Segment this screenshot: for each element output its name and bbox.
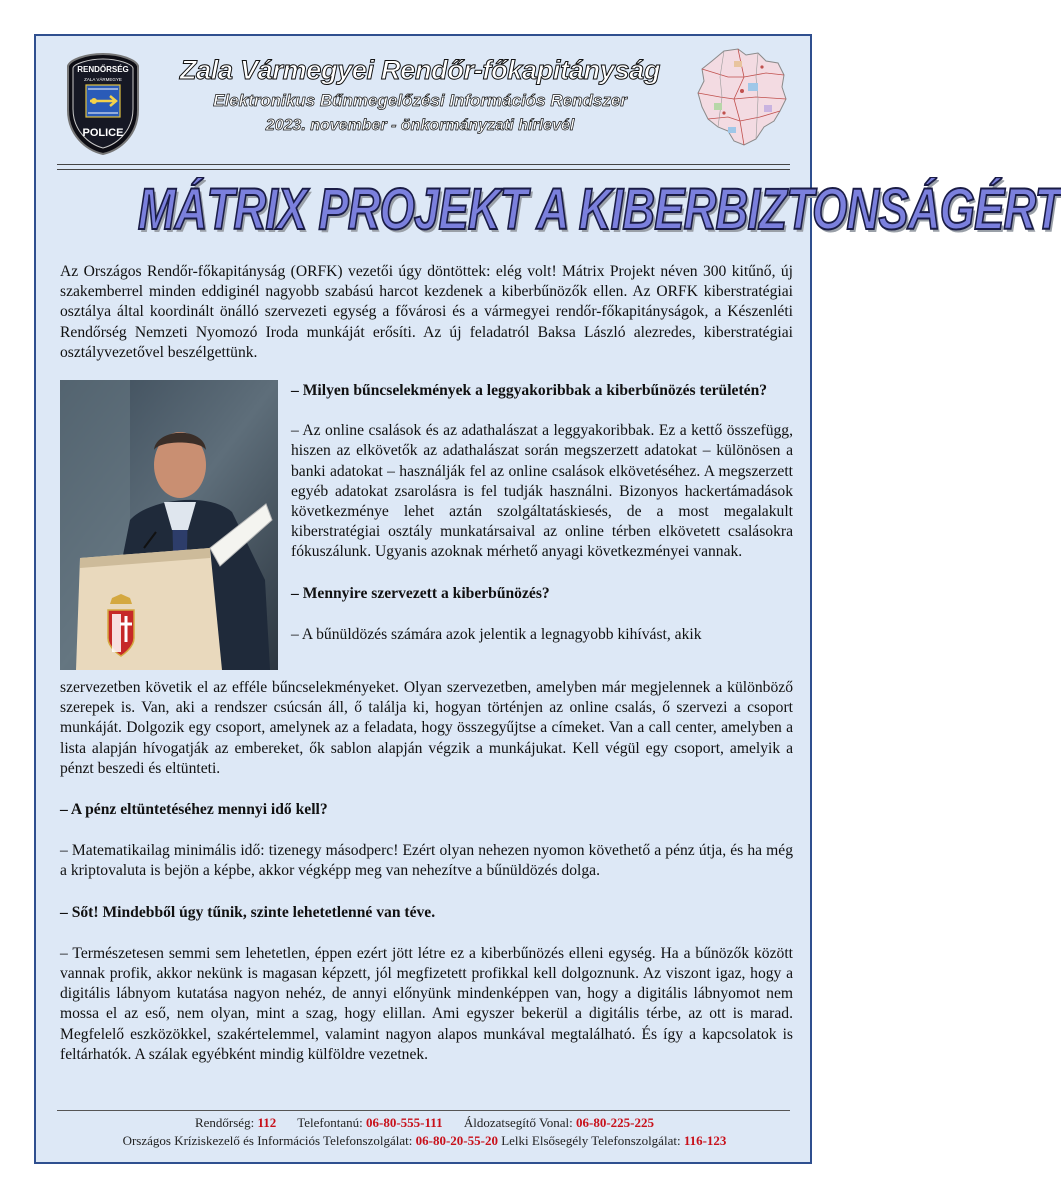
answer-2-start: – A bűnüldözés számára azok jelentik a legnagyobb kihívást, akik: [291, 625, 702, 643]
footer-crisis-label: Országos Kríziskezelő és Információs Telefonszolgálat:: [122, 1133, 413, 1148]
footer-divider: [57, 1110, 790, 1111]
question-1: – Milyen bűncselekmények a leggyakoribbak a kiberbűnözés területén?: [291, 382, 768, 399]
header-date-line: 2023. november - önkormányzati hírlevél: [265, 117, 575, 134]
interviewee-photo: [60, 380, 278, 670]
intro-paragraph: [60, 262, 793, 363]
footer-crisis-number: 06-80-20-55-20: [415, 1133, 498, 1148]
intro-text: Az Országos Rendőr-főkapitányság (ORFK) vezetői úgy döntöttek: elég volt! Mátrix Projekt néven 300 kitűnő, új szakemberrel minden eddiginél nagyobb szabású harcot kezdenek a kiberbűnözők ellen. Az ORFK kiberstratégiai osztálya által koordinált önálló szervezeti egység a fővárosi és a vármegyei rendőr-főkapitányságok, a Készenléti Rendőrség Nemzeti Nyomozó Iroda munkáját erősíti. Az új feladatról Baksa László alezredes, kiberstratégiai osztályvezetővel beszélgettünk.: [60, 263, 793, 361]
question-2: – Mennyire szervezett a kiberbűnözés?: [291, 584, 550, 602]
footer-hotlines-row-1: [40, 1114, 809, 1132]
header-divider: [57, 164, 790, 170]
article-headline: MÁTRIX PROJEKT A KIBERBIZTONSÁGÉRT: [137, 177, 1061, 242]
question-3: – A pénz eltüntetéséhez mennyi idő kell?: [60, 801, 328, 819]
answer-3: – Matematikailag minimális idő: tizenegy másodperc! Ezért olyan nehezen nyomon követhető a pénz útja, és ha még a kriptovaluta is bejön a képbe, akkor végképp meg van nehezítve a bűnüldözés dolga.: [60, 842, 793, 880]
footer-victim-label: Áldozatsegítő Vonal:: [463, 1115, 573, 1130]
footer-victim-number: 06-80-225-225: [576, 1115, 655, 1130]
footer-telefontanu-number: 06-80-555-111: [366, 1115, 443, 1130]
header-block: [170, 52, 670, 138]
footer-telefontanu-label: Telefontanú:: [297, 1115, 363, 1130]
county-map-image: [694, 47, 788, 149]
interview-continued: [60, 678, 793, 1065]
footer-police-number: 112: [257, 1115, 277, 1130]
footer-police-label: Rendőrség:: [194, 1115, 255, 1130]
answer-4: – Természetesen semmi sem lehetetlen, éppen ezért jött létre ez a kiberbűnözés elleni egység. Ha a bűnözők között vannak profik, akkor nekünk is magasan képzett, jól megfizetett profikkal kell dolgoznunk. Az viszont igaz, hogy a digitális lábnyom kutatása nagyon nehéz, de annyi előnyünk mindenképpen van, hogy a digitális lábnyomot nem mossa el az eső, nem olyan, mint a szag, hogy elillan. Ami egyszer bekerül a digitális térbe, az ott is marad. Megfelelő eszközökkel, szakértelemmel, valamint nagyon alapos munkával megtalálható. És így a kapcsolatok is feltárhatók. A szálak egyébként mindig külföldre vezetnek.: [60, 944, 793, 1063]
footer-lelki-label: Lelki Elsősegély Telefonszolgálat:: [501, 1133, 681, 1148]
interview-column: [291, 381, 793, 645]
badge-mid-text: ZALA VÁRMEGYE: [84, 77, 122, 82]
badge-top-text: RENDŐRSÉG: [77, 65, 129, 74]
police-badge-logo: [66, 52, 140, 156]
question-4: – Sőt! Mindebből úgy tűnik, szinte lehetetlenné van téve.: [60, 903, 436, 921]
footer-hotlines-row-2: [40, 1132, 809, 1150]
badge-bottom-text: POLICE: [82, 127, 124, 139]
answer-1: – Az online csalások és az adathalászat a leggyakoribbak. Ez a kettő összefügg, hiszen az elkövetők az adathalászat során megszerzett adatokat – különösen a banki adatokat – használják fel az online csalások elkövetéséhez. A megszerzett egyéb adatokat zsarolásra is fel tudják használni. Bizonyos hackertámadások következménye lehet aztán szolgáltatáskiesés, de a most megalakult kiberstratégiai osztály munkatársaival az online térben elkövetett csalásokra fókuszálunk. Ugyanis azoknak mérhető anyagi következményei vannak.: [291, 422, 793, 561]
header-subtitle: Elektronikus Bűnmegelőzési Információs Rendszer: [213, 91, 627, 110]
footer-lelki-number: 116-123: [683, 1133, 727, 1148]
answer-2-rest: szervezetben követik el az efféle bűncselekményeket. Olyan szervezetben, amelyben már megjelennek a különböző szerepek is. Van, aki a rendszer csúcsán áll, ő találja ki, hogyan történjen az online csalás, ő szervezi a csoport munkáját. Dolgozik egy csoport, amelynek az a feladata, hogy összegyűjtse a címeket. Van a call center, amelyben a lista alapján hívogatják az embereket, ők sablon alapján végzik a munkájukat. Kell végül egy csoport, amelyik a pénzt beszedi és eltünteti.: [60, 679, 793, 777]
header-title: Zala Vármegyei Rendőr-főkapitányság: [179, 55, 661, 85]
